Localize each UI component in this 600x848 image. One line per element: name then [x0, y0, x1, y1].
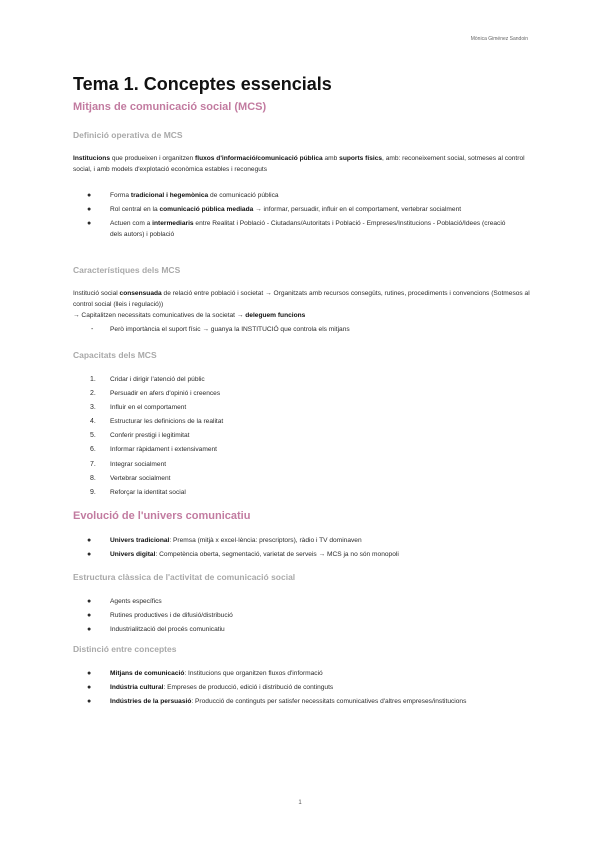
- list-item: ● Univers digital: Competència oberta, segmentació, varietat de serveis → MCS ja no són monopoli: [87, 551, 399, 558]
- list-item: 2. Persuadir en afers d'opinió i creences: [90, 390, 221, 398]
- list-item: ● Rol central en la comunicació pública mediada → informar, persuadir, influir en el comportament, vertebrar socialment: [87, 206, 462, 213]
- list-item: ● Industrialització del procés comunicatiu: [87, 626, 225, 633]
- list-item: 5. Conferir prestigi i legitimitat: [90, 432, 190, 440]
- characteristics-paragraph: Institució social consensuada de relació entre població i societat → Organitzats amb recursos consegüts, rutines, procediments i convencions (Sotmesos al control social (lleis i regulació)) → Capitalitzen necessitats comunicatives de la societat → deleguem funcions: [73, 290, 530, 319]
- list-item: ● Rutines productives i de difusió/distribució: [87, 612, 233, 619]
- list-item: ● Agents específics: [87, 598, 162, 605]
- list-item: ● Forma tradicional i hegemònica de comunicació pública: [87, 192, 279, 199]
- list-item: 1. Cridar i dirigir l'atenció del públic: [90, 376, 205, 383]
- bullet-marker: ●: [87, 220, 92, 227]
- list-item: 7. Integrar socialment: [90, 460, 167, 468]
- dash-marker: -: [91, 326, 94, 333]
- list-item: ● Univers tradicional: Premsa (mitjà x excel·lència: prescriptors), ràdio i TV dominaven: [87, 537, 362, 544]
- text: , amb: reconeixement social, sotmeses al control social, i amb models d'explotació econòmica estables i reconeguts: [73, 155, 525, 173]
- bullet-marker: ●: [87, 192, 92, 199]
- author-header: Mònica Giménez Sandoin: [470, 36, 528, 42]
- evolution-bullets: [73, 535, 513, 563]
- subheading-structure: Estructura clàssica de l'activitat de comunicació social: [73, 572, 296, 582]
- page-title: Tema 1. Conceptes essencials: [73, 74, 332, 94]
- list-item: 3. Influir en el comportament: [90, 404, 187, 412]
- list-item: 4. Estructurar les definicions de la realitat: [90, 418, 224, 426]
- page-number: 1: [298, 800, 302, 806]
- subheading-definition: Definició operativa de MCS: [73, 130, 183, 140]
- text: que produeixen i organitzen: [110, 155, 196, 162]
- subheading-capacities: Capacitats dels MCS: [73, 350, 157, 360]
- text: amb: [322, 155, 340, 162]
- capacities-list: [73, 374, 513, 501]
- distinction-list: [73, 668, 513, 710]
- definition-bullets: [73, 190, 513, 243]
- bold-term: Institucions: [73, 155, 110, 162]
- section-heading-mcs: Mitjans de comunicació social (MCS): [73, 101, 267, 113]
- definition-paragraph: [73, 153, 533, 175]
- list-item: ● Mitjans de comunicació: Institucions que organitzen fluxos d'informació: [87, 670, 323, 677]
- bold-term: suports físics: [339, 155, 383, 162]
- list-item: 9. Reforçar la identitat social: [90, 488, 186, 496]
- structure-list: [73, 596, 513, 638]
- list-item: ● Indústries de la persuasió: Producció de continguts per satisfer necessitats comunicatives d'altres empreses/institucions: [87, 698, 467, 705]
- characteristics-dash-list: [73, 324, 513, 338]
- list-item: ● Indústria cultural: Empreses de producció, edició i distribució de continguts: [87, 684, 334, 691]
- subheading-distinction: Distinció entre conceptes: [73, 644, 177, 654]
- section-heading-evolution: Evolució de l'univers comunicatiu: [73, 510, 251, 522]
- subheading-characteristics: Característiques dels MCS: [73, 265, 181, 275]
- list-item: ● Actuen com a intermediaris entre Realitat i Població - Ciutadans/Autoritats i Població - Empreses/Institucions - Població/Idees (creació dels autors) i població: [87, 220, 506, 238]
- bold-term: fluxos d'informació/comunicació pública: [195, 155, 323, 162]
- list-item: - Però importància el suport físic → guanya la INSTITUCIÓ que controla els mitjans: [91, 326, 350, 333]
- list-item: 8. Vertebrar socialment: [90, 474, 171, 482]
- bullet-marker: ●: [87, 206, 92, 213]
- list-item: 6. Informar ràpidament i extensivament: [90, 446, 218, 454]
